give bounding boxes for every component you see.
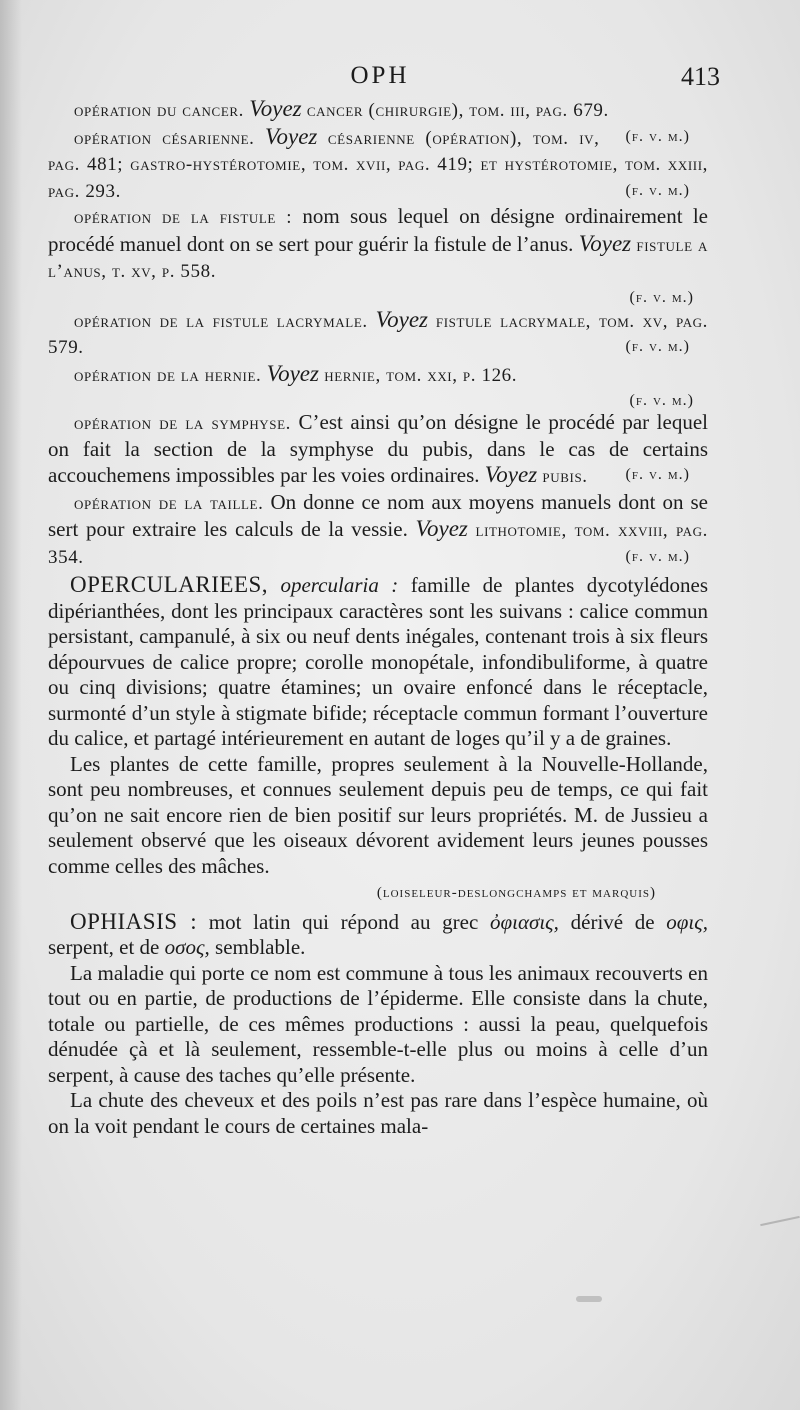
author-signature: (f. v. m.): [625, 547, 690, 565]
author-signature: (f. v. m.): [625, 338, 690, 355]
article-text: famille de plantes dycotylédones dipérianthées, dont les principaux caractères sont les suivans : calice commun persistant, campanulé, à six ou neuf dents inégales, contenant trois à six fleurs dépourvues de calice propre; corolle monopétale, infondibuliforme, à quatre ou cinq divisions; quatre étamines; un ovaire enfoncé dans le réceptacle, surmonté d’un style à stigmate bifide; réceptacle commun formant l’ouverture du calice, et partagé intérieurement en autant de loges qu’il y a de graines.: [48, 573, 709, 750]
running-head: OPH: [350, 62, 410, 89]
entry-operation-hernie: [48, 361, 708, 389]
article-paragraph: Les plantes de cette famille, propres seulement à la Nouvelle-Hollande, sont peu nombreuses, et connues seulement depuis peu de temps, ce qui fait qu’on ne sait encore rien de bien positif sur leurs propriétés. M. de Jussieu a seulement observé que les oiseaux dévorent avidement leurs jeunes pousses comme celles des mâches.: [48, 751, 708, 878]
page-gutter-shadow: [0, 0, 22, 1410]
entry-operation-fistule-lacrymale: [48, 307, 708, 361]
page-header: [40, 62, 720, 96]
entry-operation-fistule: [48, 204, 708, 285]
voyez-ref: Voyez: [484, 462, 538, 487]
entry-reference: fistule a l’anus, t. xv, p. 558.: [48, 234, 709, 282]
entry-head: opération de la fistule lacrymale.: [74, 310, 368, 332]
entry-head: opération de la hernie.: [74, 364, 262, 386]
article-paragraph: [48, 909, 708, 961]
article-paragraph: La maladie qui porte ce nom est commune à tous les animaux recouverts en tout ou en partie, de productions de l’épiderme. Elle consiste dans la chute, totale ou partielle, de ces mêmes productions : aussi la peau, quelquefois dénudée çà et là seulement, ressemble-t-elle plus ou moins à celle d’un serpent, à cause des taches qu’elle présente.: [48, 960, 708, 1087]
voyez-ref: Voyez: [375, 306, 428, 332]
article-text: semblable.: [215, 935, 306, 959]
article-headword: OPERCULARIEES,: [70, 572, 269, 597]
voyez-ref: Voyez: [266, 360, 319, 386]
author-credit: (loiseleur-deslongchamps et marquis): [376, 885, 656, 901]
voyez-ref: Voyez: [249, 96, 302, 121]
greek-term: οσος,: [164, 935, 210, 959]
greek-term: ὀφιασις,: [490, 909, 559, 934]
entry-text: C’est ainsi qu’on désigne le procédé par lequel on fait la section de la symphyse du pubis, dans le cas de certains accouchemens impossibles par les voies ordinaires.: [48, 410, 708, 487]
author-signature: (f. v. m.): [625, 127, 690, 145]
article-headword: OPHIASIS :: [70, 908, 198, 934]
entry-head: opération du cancer.: [74, 100, 244, 121]
entry-reference: hernie, tom. xxi, p. 126.: [324, 364, 518, 386]
author-signature: (f. v. m.): [625, 181, 690, 199]
entry-reference: lithotomie, tom. xxviii, pag. 354.: [48, 520, 708, 568]
entry-head: opération césarienne.: [74, 127, 255, 149]
entry-reference: césarienne (opération), tom. iv, pag. 481; gastro-hystérotomie, tom. xvii, pag. 419; et hystérotomie, tom. xxiii, pag. 293.: [48, 127, 708, 202]
paper-scratch: [760, 1216, 800, 1226]
entry-reference: pubis.: [542, 466, 588, 487]
entry-head: opération de la fistule :: [74, 207, 293, 228]
voyez-ref: Voyez: [415, 516, 468, 541]
article-ophiasis: [48, 909, 708, 1140]
author-signature: (f. v. m.): [625, 466, 690, 483]
article-paragraph: [48, 572, 708, 752]
entry-head: opération de la taille.: [74, 492, 264, 514]
article-text: serpent, et de: [48, 935, 160, 959]
ink-smudge: [576, 1296, 602, 1302]
entry-text: nom sous lequel on désigne ordinairement le procédé manuel dont on se sert pour guérir la fistule de l’anus.: [48, 204, 708, 256]
greek-term: οφις,: [666, 909, 709, 934]
voyez-ref: Voyez: [265, 123, 318, 149]
entry-operation-symphyse: [48, 410, 708, 490]
article-text: mot latin qui répond au grec: [208, 909, 479, 934]
article-paragraph: La chute des cheveux et des poils n’est pas rare dans l’espèce humaine, où on la voit pendant le cours de certaines mala-: [48, 1088, 708, 1138]
article-text: dérivé de: [570, 909, 655, 934]
entry-operation-taille: [48, 490, 708, 571]
article-operculariees: [48, 572, 708, 907]
entry-head: opération de la symphyse.: [74, 413, 292, 434]
author-signature: (f. v. m.): [629, 288, 694, 306]
entry-reference: fistule lacrymale, tom. xv, pag. 579.: [48, 310, 709, 358]
page-number: 413: [681, 62, 720, 91]
entry-text: On donne ce nom aux moyens manuels dont on se sert pour extraire les calculs de la vessie.: [48, 489, 708, 541]
author-signature: (f. v. m.): [629, 392, 694, 409]
entry-reference: cancer (chirurgie), tom. iii, pag. 679.: [306, 100, 609, 121]
page-body: [48, 96, 708, 1139]
voyez-ref: Voyez: [578, 230, 632, 256]
latin-term: opercularia :: [280, 573, 399, 597]
